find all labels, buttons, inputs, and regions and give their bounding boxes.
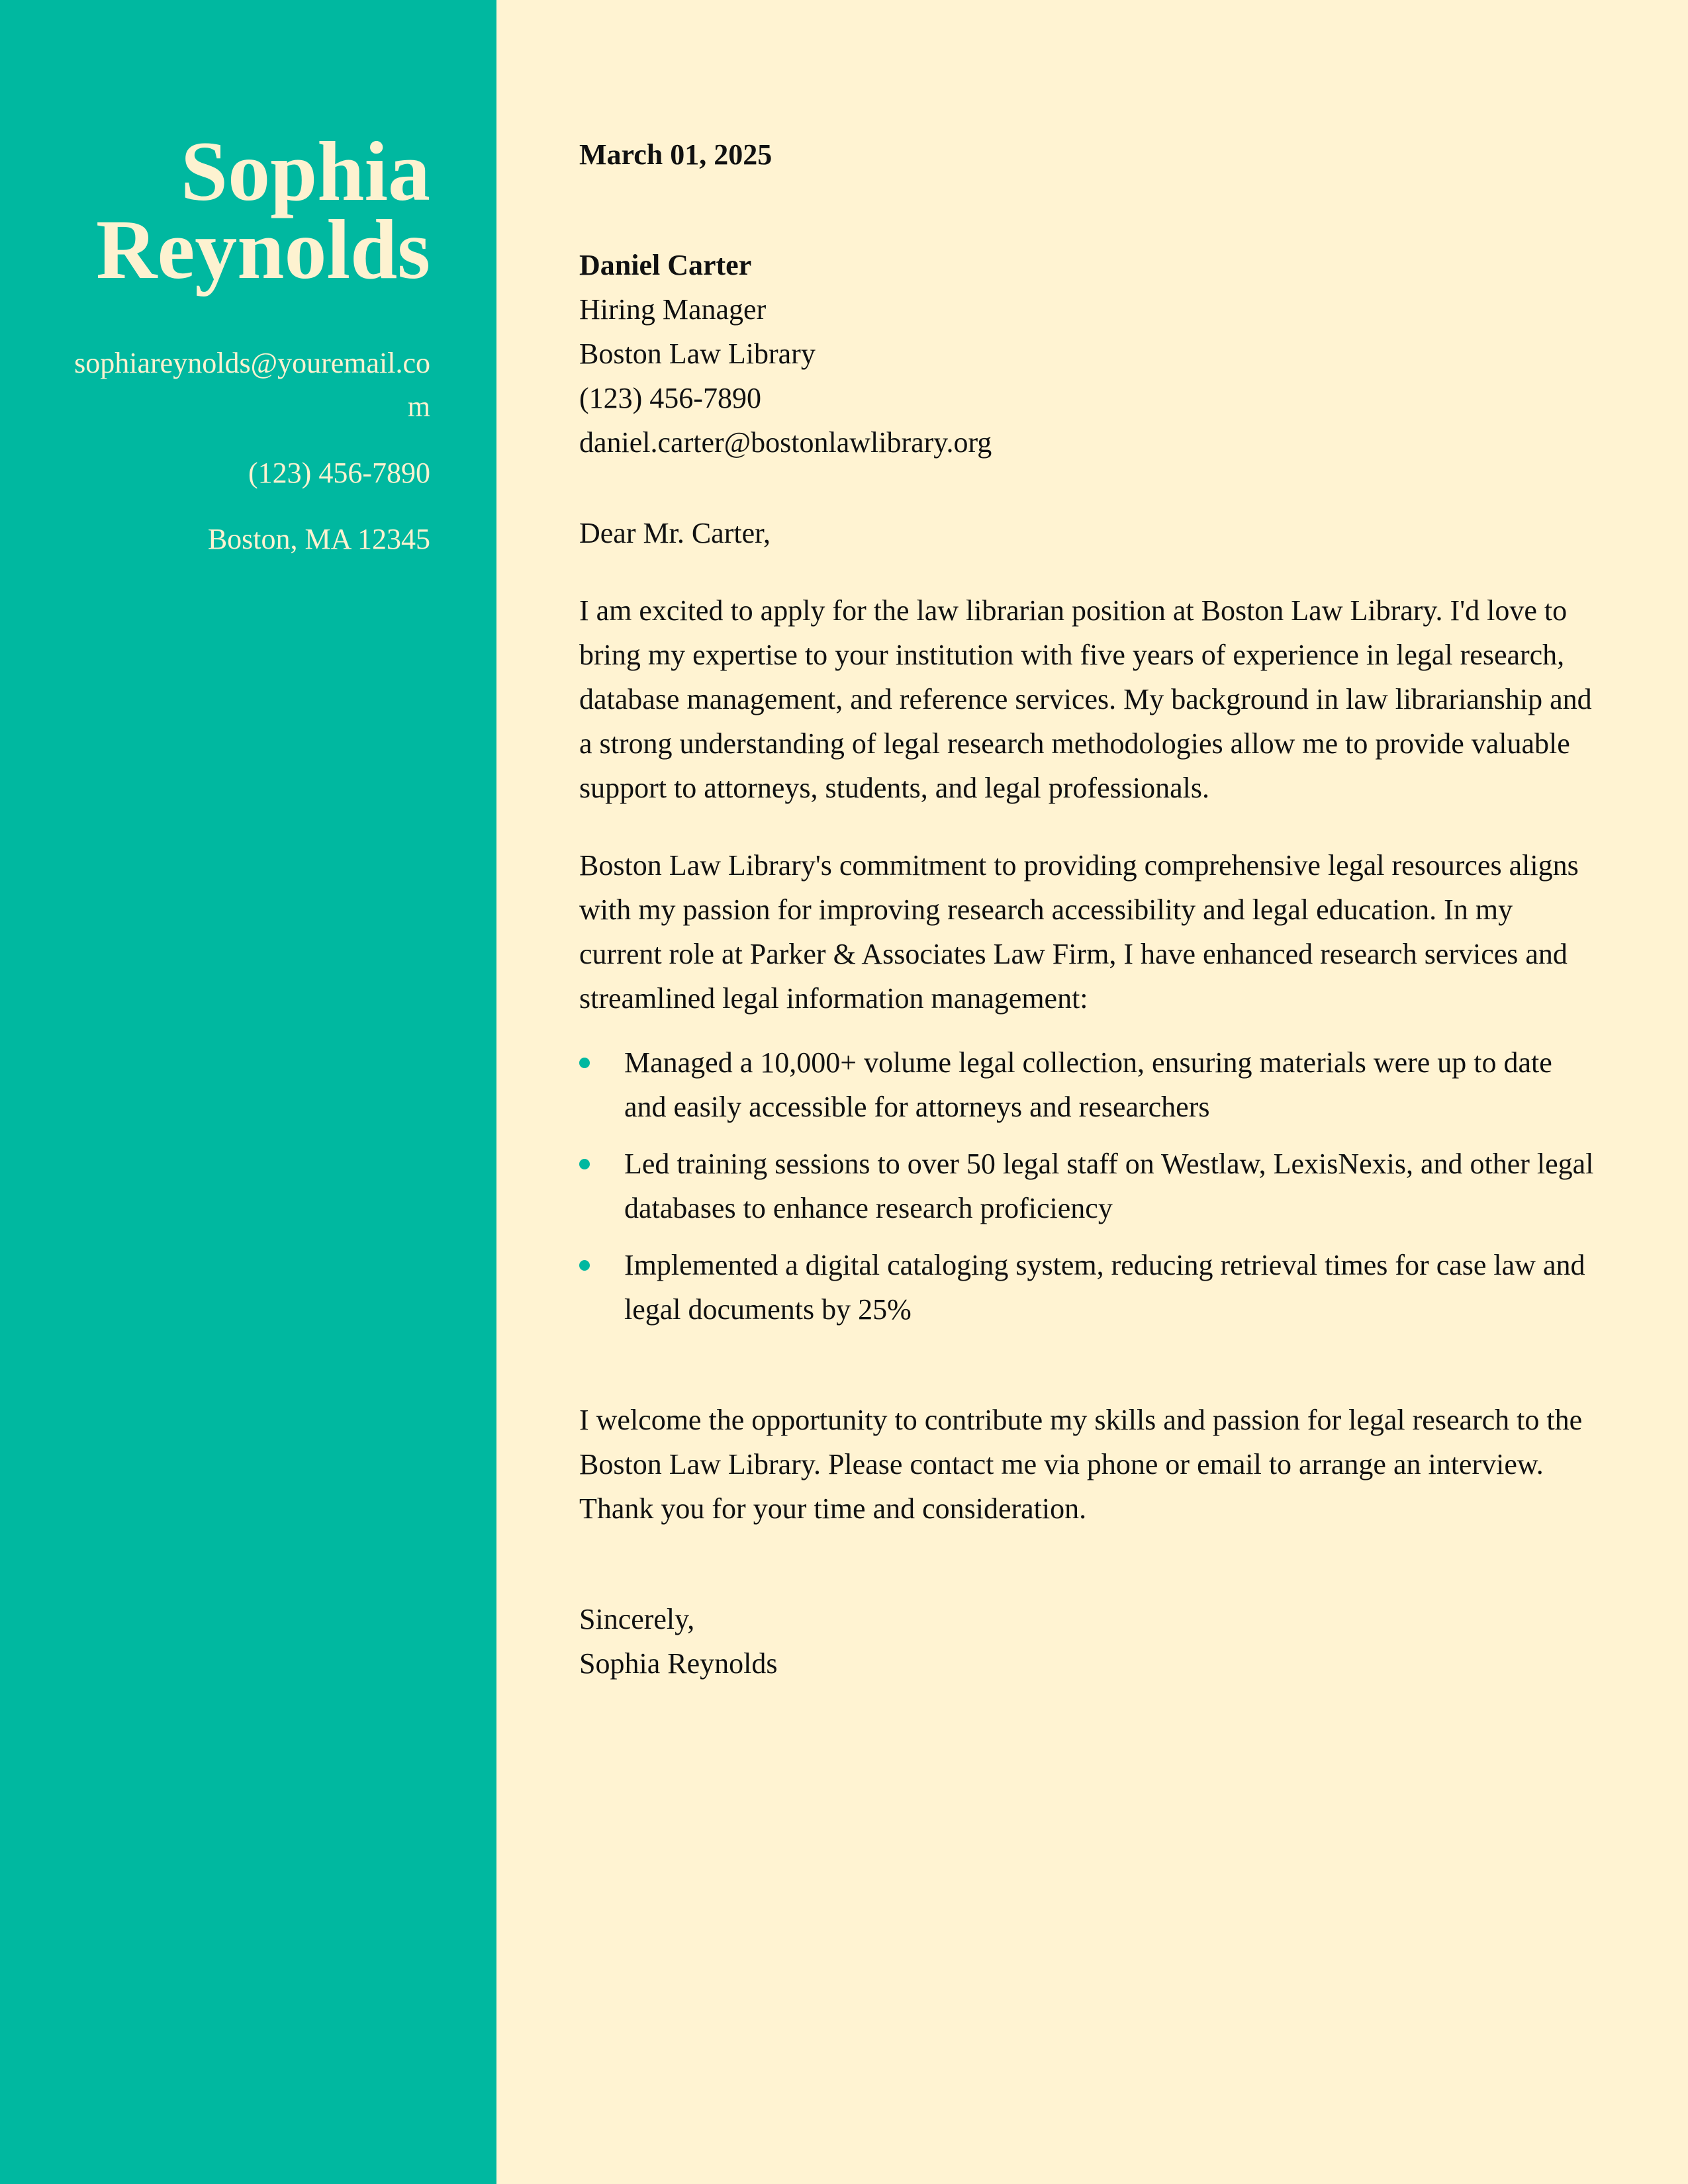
recipient-name: Daniel Carter xyxy=(579,249,752,281)
bullet-icon xyxy=(579,1260,590,1271)
sender-contact xyxy=(53,341,430,561)
achievements-list xyxy=(579,1040,1595,1332)
list-item-text: Led training sessions to over 50 legal staff on Westlaw, LexisNexis, and other legal databases to enhance research proficiency xyxy=(624,1148,1594,1224)
recipient-block xyxy=(579,243,1595,465)
sender-location: Boston, MA 12345 xyxy=(207,523,430,555)
letter-date: March 01, 2025 xyxy=(579,138,773,171)
list-item-text: Implemented a digital cataloging system, reducing retrieval times for case law and legal documents by 25% xyxy=(624,1249,1585,1326)
signoff xyxy=(579,1597,1595,1686)
recipient-organization: Boston Law Library xyxy=(579,338,816,370)
list-item xyxy=(579,1243,1595,1332)
bullet-icon xyxy=(579,1159,590,1169)
recipient-phone: (123) 456-7890 xyxy=(579,382,761,414)
recipient-title: Hiring Manager xyxy=(579,293,767,326)
bullet-icon xyxy=(579,1058,590,1068)
paragraph-closing: I welcome the opportunity to contribute my skills and passion for legal research to the Boston Law Library. Please contact me via phone or email to arrange an interview. Thank you for your time and consideration. xyxy=(579,1404,1583,1525)
letter-body xyxy=(496,0,1688,2184)
sidebar xyxy=(0,0,496,2184)
sender-first-name: Sophia xyxy=(180,124,430,218)
paragraph-commitment: Boston Law Library's commitment to providing comprehensive legal resources aligns with my passion for improving research accessibility and legal education. In my current role at Parker & Associates Law Firm, I have enhanced research services and streamlined legal information management: xyxy=(579,849,1579,1015)
list-item xyxy=(579,1142,1595,1230)
closing-phrase: Sincerely, xyxy=(579,1603,695,1635)
list-item-text: Managed a 10,000+ volume legal collection, ensuring materials were up to date and easily accessible for attorneys and researchers xyxy=(624,1046,1552,1123)
recipient-email: daniel.carter@bostonlawlibrary.org xyxy=(579,426,992,459)
list-item xyxy=(579,1040,1595,1129)
sender-phone: (123) 456-7890 xyxy=(248,457,430,489)
salutation: Dear Mr. Carter, xyxy=(579,517,771,549)
signature-name: Sophia Reynolds xyxy=(579,1647,778,1680)
sender-last-name: Reynolds xyxy=(96,203,430,296)
paragraph-intro: I am excited to apply for the law librarian position at Boston Law Library. I'd love to bring my expertise to your institution with five years of experience in legal research, database management, and reference services. My background in law librarianship and a strong understanding of legal research methodologies allow me to provide valuable support to attorneys, students, and legal professionals. xyxy=(579,594,1592,804)
sender-name xyxy=(53,124,430,296)
sender-email: sophiareynolds@youremail.com xyxy=(74,347,430,423)
